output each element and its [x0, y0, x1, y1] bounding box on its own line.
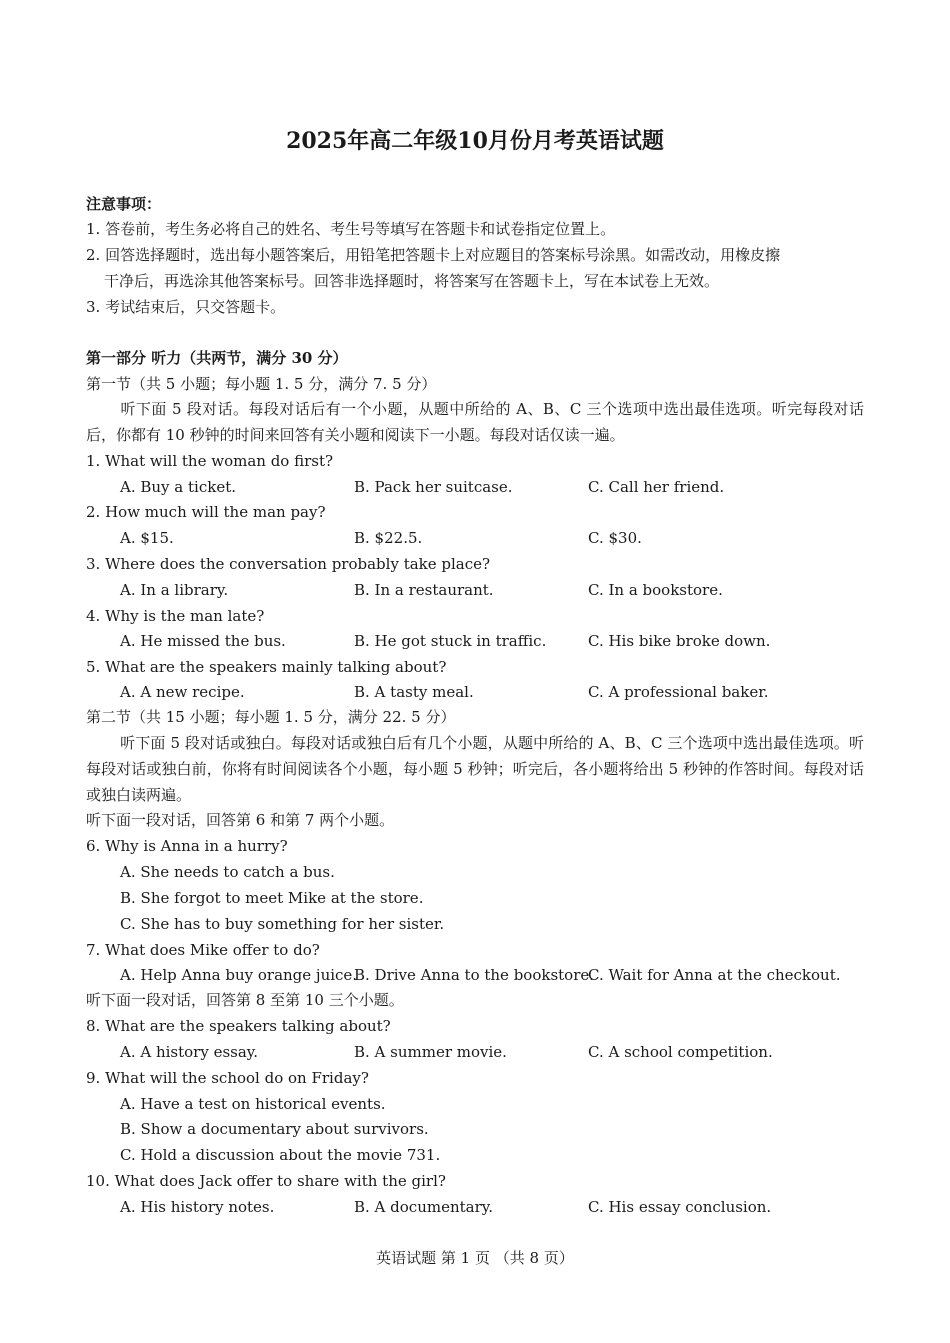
- option-c: C. Hold a discussion about the movie 731.: [120, 1146, 441, 1164]
- dialogue-intro: 听下面一段对话，回答第 8 至第 10 三个小题。: [86, 991, 404, 1009]
- question-stem: 7. What does Mike offer to do?: [86, 941, 320, 959]
- option-c: C. A professional baker.: [588, 683, 769, 701]
- option-c: C. A school competition.: [588, 1043, 773, 1061]
- notice-item: 1. 答卷前，考生务必将自己的姓名、考生号等填写在答题卡和试卷指定位置上。: [86, 220, 616, 238]
- question-stem: 5. What are the speakers mainly talking about?: [86, 658, 447, 676]
- option-c: C. Wait for Anna at the checkout.: [588, 966, 841, 984]
- option-a: A. His history notes.: [120, 1198, 275, 1216]
- section2-instructions: 听下面 5 段对话或独白。每段对话或独白后有几个小题，从题中所给的 A、B、C 三个选项中选出最佳选项。听每段对话或独白前，你将有时间阅读各个小题，每小题 5 秒钟；听完后，各小题将给出 5 秒钟的作答时间。每段对话或独白读两遍。: [86, 734, 864, 804]
- option-c: C. In a bookstore.: [588, 581, 723, 599]
- option-c: C. His essay conclusion.: [588, 1198, 772, 1216]
- option-c: C. $30.: [588, 529, 642, 547]
- option-a: A. He missed the bus.: [120, 632, 286, 650]
- option-b: B. He got stuck in traffic.: [354, 632, 547, 650]
- question-stem: 9. What will the school do on Friday?: [86, 1069, 369, 1087]
- option-b: B. A tasty meal.: [354, 683, 474, 701]
- question-stem: 3. Where does the conversation probably take place?: [86, 555, 491, 573]
- section2-heading: 第二节（共 15 小题；每小题 1. 5 分，满分 22. 5 分）: [86, 708, 456, 726]
- dialogue-intro: 听下面一段对话，回答第 6 和第 7 两个小题。: [86, 811, 395, 829]
- option-a: A. A history essay.: [120, 1043, 259, 1061]
- option-b: B. Show a documentary about survivors.: [120, 1120, 429, 1138]
- option-a: A. A new recipe.: [120, 683, 245, 701]
- section1-instructions: 听下面 5 段对话。每段对话后有一个小题，从题中所给的 A、B、C 三个选项中选出最佳选项。听完每段对话后，你都有 10 秒钟的时间来回答有关小题和阅读下一小题。每段对话仅读一遍。: [86, 400, 864, 444]
- notice-item: 2. 回答选择题时，选出每小题答案后，用铅笔把答题卡上对应题目的答案标号涂黑。如需改动，用橡皮擦: [86, 246, 781, 264]
- option-a: A. In a library.: [120, 581, 229, 599]
- page-footer: 英语试题 第 1 页 （共 8 页）: [376, 1249, 574, 1267]
- option-a: A. Have a test on historical events.: [120, 1095, 386, 1113]
- option-b: B. She forgot to meet Mike at the store.: [120, 889, 424, 907]
- option-b: B. In a restaurant.: [354, 581, 494, 599]
- notice-item: 3. 考试结束后，只交答题卡。: [86, 298, 286, 316]
- option-a: A. Buy a ticket.: [120, 478, 236, 496]
- option-a: A. $15.: [120, 529, 174, 547]
- page-title: 2025年高二年级10月份月考英语试题: [286, 128, 664, 154]
- question-stem: 8. What are the speakers talking about?: [86, 1017, 391, 1035]
- part1-heading: 第一部分 听力（共两节，满分 30 分）: [86, 349, 348, 367]
- option-c: C. Call her friend.: [588, 478, 725, 496]
- option-b: B. A documentary.: [354, 1198, 494, 1216]
- notice-item-continued: 干净后，再选涂其他答案标号。回答非选择题时，将答案写在答题卡上，写在本试卷上无效。: [104, 272, 720, 290]
- section1-heading: 第一节（共 5 小题；每小题 1. 5 分，满分 7. 5 分）: [86, 375, 437, 393]
- option-a: A. She needs to catch a bus.: [120, 863, 335, 881]
- option-b: B. A summer movie.: [354, 1043, 507, 1061]
- question-stem: 4. Why is the man late?: [86, 607, 265, 625]
- option-a: A. Help Anna buy orange juice.: [120, 966, 358, 984]
- question-stem: 10. What does Jack offer to share with the girl?: [86, 1172, 446, 1190]
- question-stem: 1. What will the woman do first?: [86, 452, 334, 470]
- question-stem: 2. How much will the man pay?: [86, 503, 326, 521]
- option-b: B. $22.5.: [354, 529, 423, 547]
- option-b: B. Drive Anna to the bookstore.: [354, 966, 595, 984]
- option-c: C. She has to buy something for her sister.: [120, 915, 445, 933]
- option-b: B. Pack her suitcase.: [354, 478, 513, 496]
- notice-heading: 注意事项：: [86, 195, 162, 213]
- option-c: C. His bike broke down.: [588, 632, 771, 650]
- question-stem: 6. Why is Anna in a hurry?: [86, 837, 288, 855]
